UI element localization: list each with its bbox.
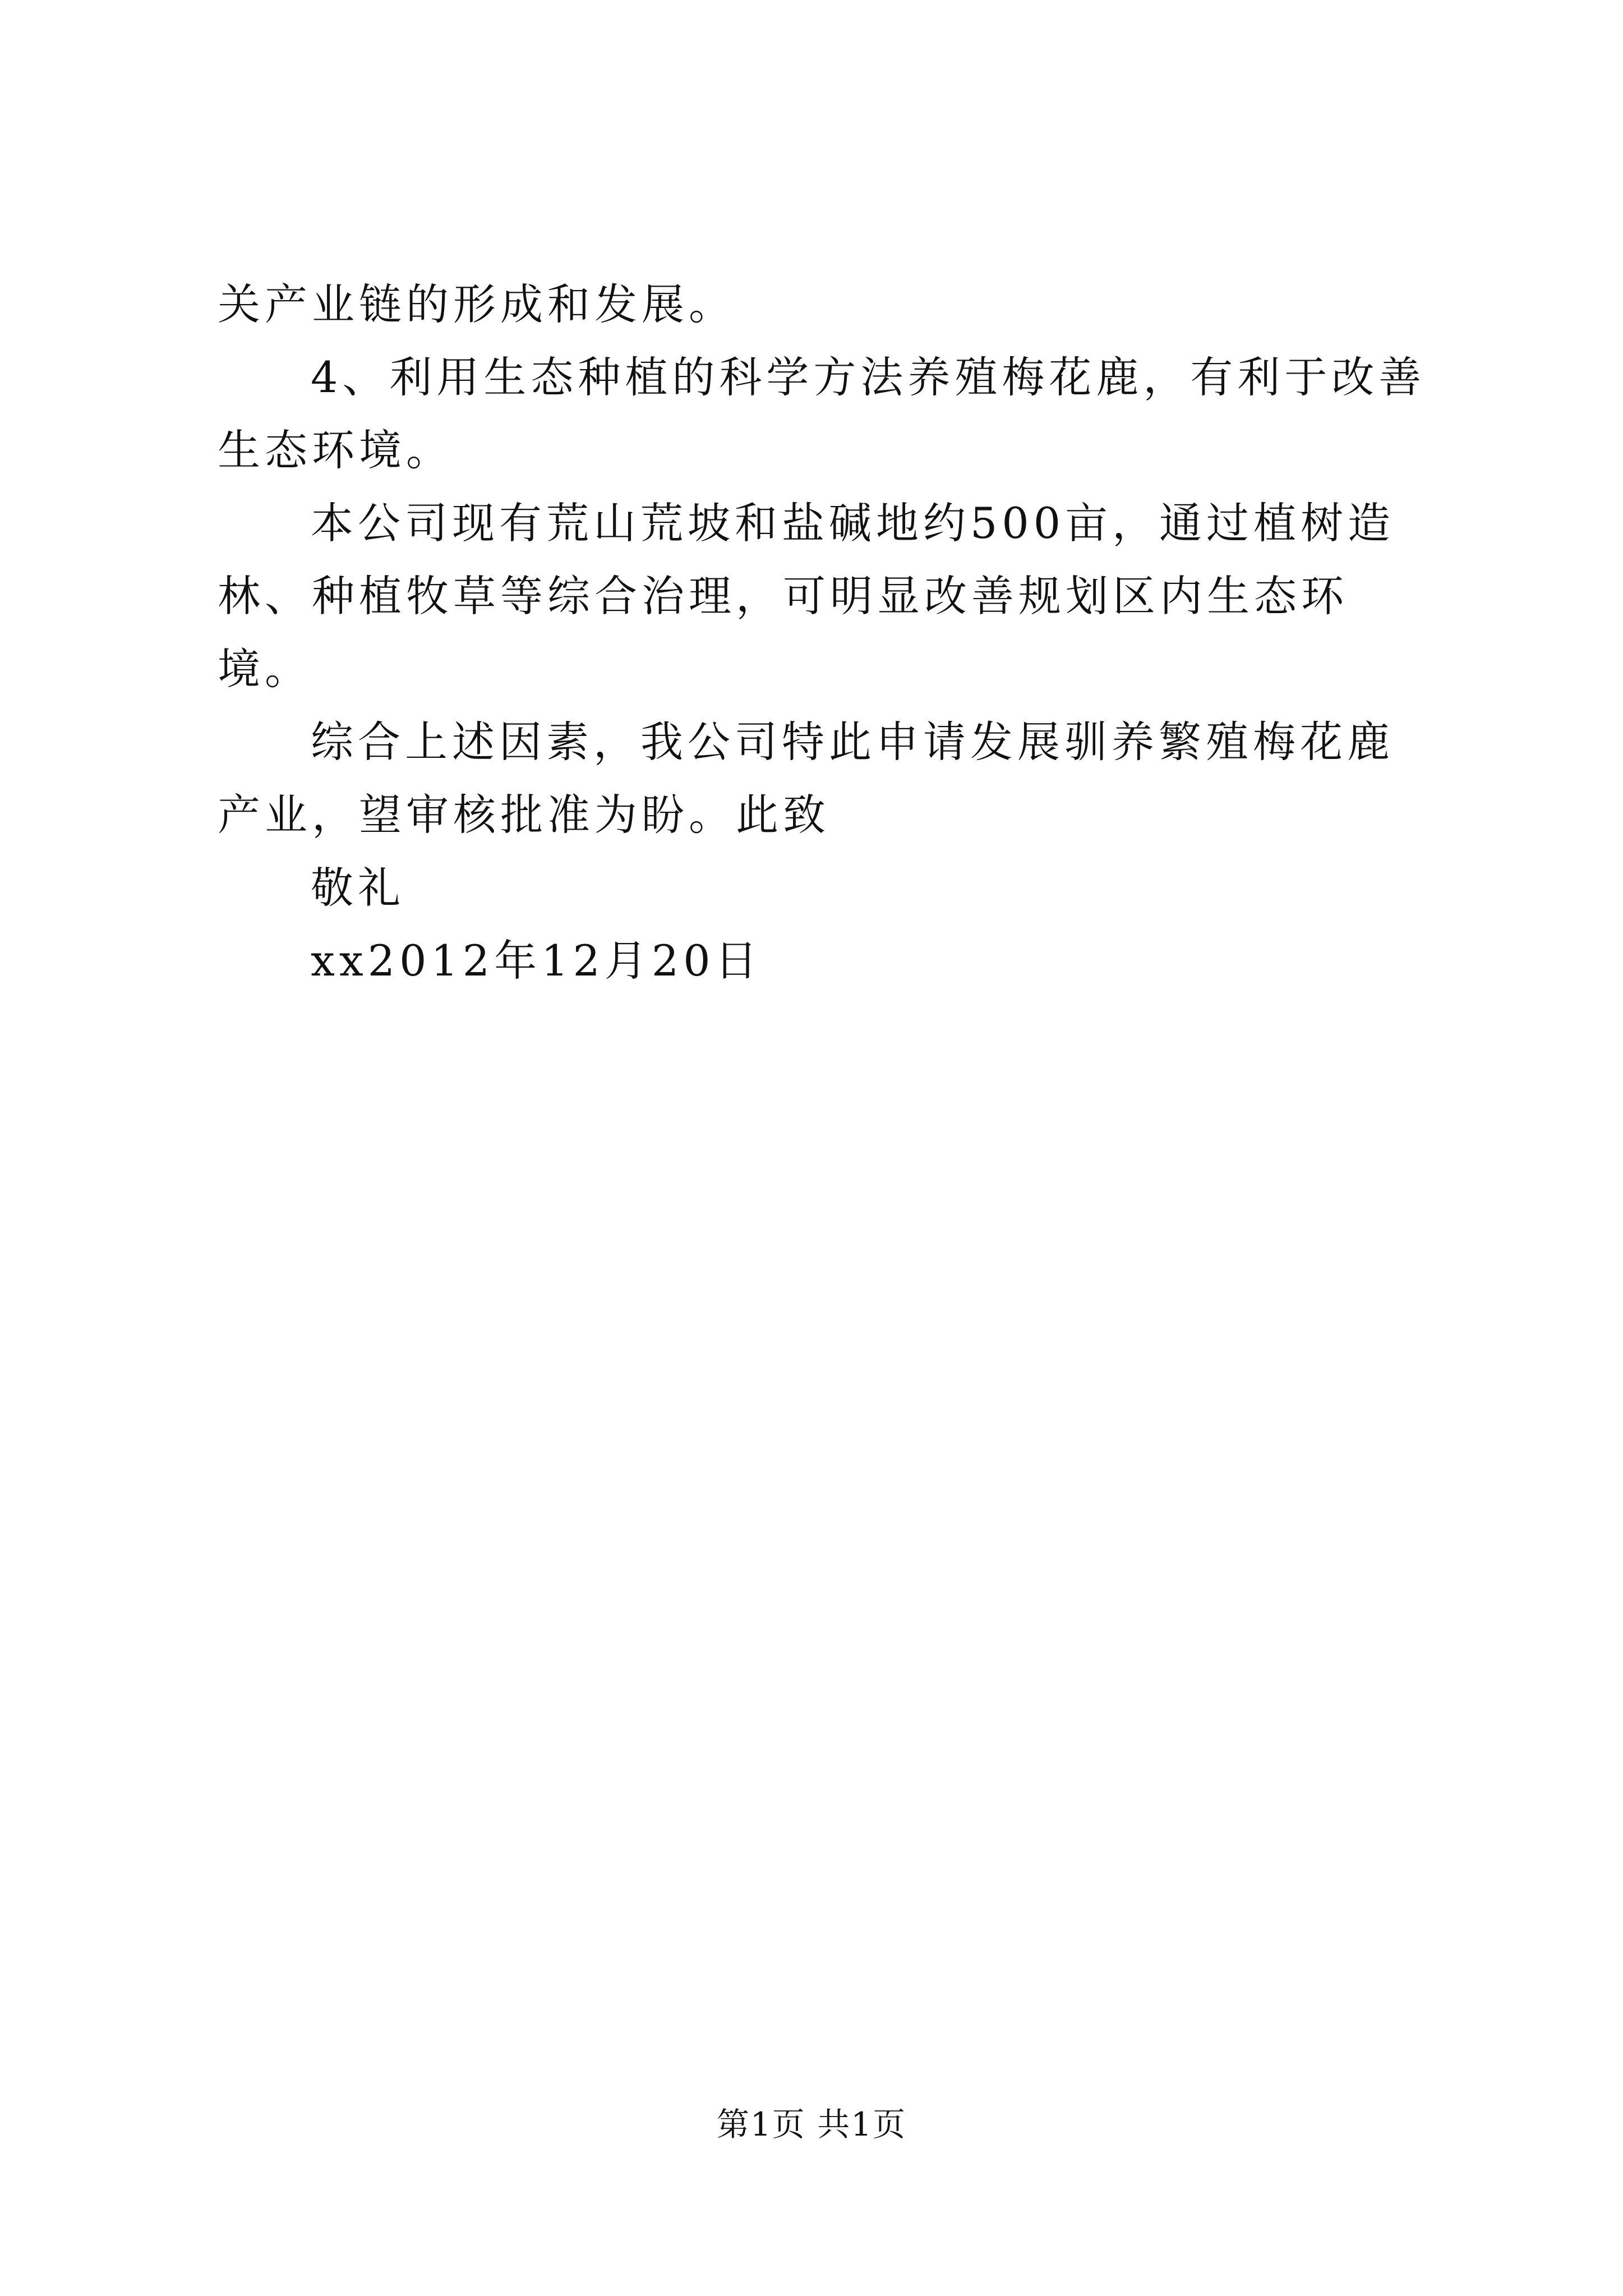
document-body [218,268,1429,997]
paragraph-land: 本公司现有荒山荒坡和盐碱地约500亩，通过植树造林、种植牧草等综合治理，可明显改善规划区内生态环境。 [218,498,1395,694]
paragraph-summary: 综合上述因素，我公司特此申请发展驯养繁殖梅花鹿产业，望审核批准为盼。此致 [218,717,1394,840]
paragraph-continuation: 关产业链的形成和发展。 [218,279,736,329]
closing-salutation: 敬礼 [311,863,405,913]
page-number-footer: 第1页 共1页 [716,2105,907,2143]
signature-date: xx2012年12月20日 [311,936,762,986]
paragraph-point-4: 4、利用生态种植的科学方法养殖梅花鹿，有利于改善生态环境。 [218,352,1426,475]
